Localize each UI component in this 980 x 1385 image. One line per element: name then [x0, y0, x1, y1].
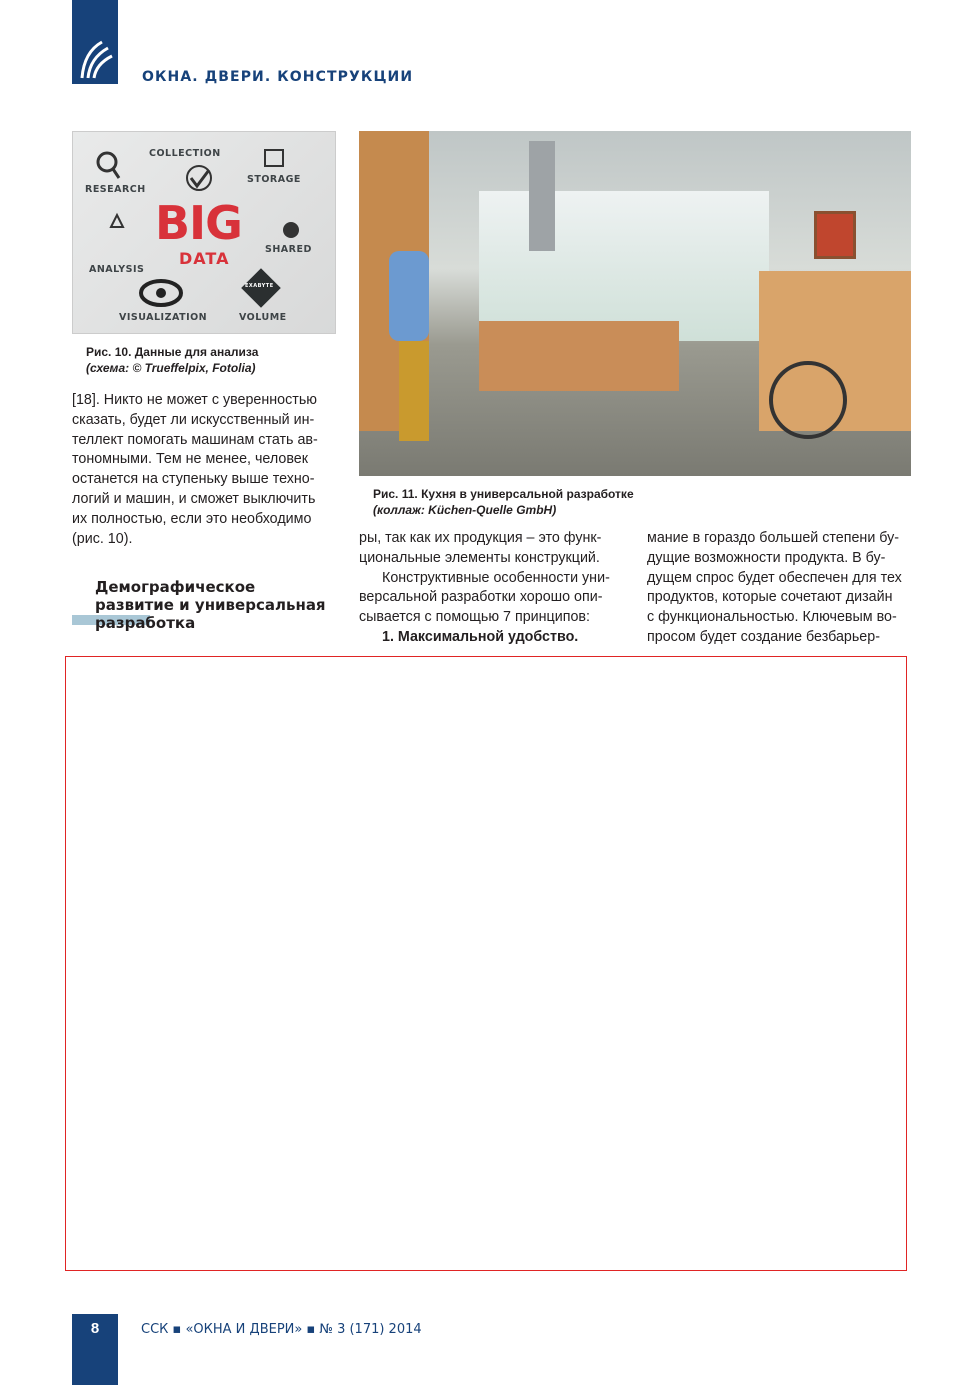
text-line: версальной разработки хорошо опи- — [359, 589, 603, 606]
label-research: RESEARCH — [85, 184, 146, 195]
figure-11-caption — [373, 486, 634, 518]
data-word: DATA — [179, 249, 230, 268]
redacted-region — [65, 656, 907, 1271]
heading-line: развитие и универсальная — [95, 596, 326, 614]
text-line: теллект помогать машинам стать ав- — [72, 431, 318, 448]
column-2-text — [359, 529, 627, 648]
text-line: циональные элементы конструкций. — [359, 549, 600, 566]
label-storage: STORAGE — [247, 174, 301, 185]
text-line: ры, так как их продукция – это функ- — [359, 530, 602, 546]
heading-line: разработка — [95, 614, 196, 632]
figure-10-caption — [86, 344, 258, 376]
text-line: [18]. Никто не может с уверенностью — [72, 392, 317, 408]
label-shared: SHARED — [265, 244, 312, 255]
section-title: ОКНА. ДВЕРИ. КОНСТРУКЦИИ — [142, 69, 414, 85]
text-line: сывается с помощью 7 принципов: — [359, 609, 590, 626]
label-collection: COLLECTION — [149, 148, 221, 159]
label-analysis: ANALYSIS — [89, 264, 145, 275]
caption-credit: (схема: © Trueffelpix, Fotolia) — [86, 361, 256, 375]
text-line: просом будет создание безбарьер- — [647, 628, 880, 645]
text-line: продуктов, которые сочетают дизайн — [647, 589, 893, 606]
text-line: Конструктивные особенности уни- — [382, 569, 610, 586]
header-logo-bar — [72, 0, 118, 84]
logo-icon — [72, 0, 118, 84]
text-line: их полностью, если это необходимо — [72, 510, 312, 527]
section-heading — [95, 578, 326, 632]
label-exabyte: EXABYTE — [245, 283, 274, 289]
text-line: дущем спрос будет обеспечен для тех — [647, 569, 902, 586]
principle-heading: 1. Максимальной удобство. — [382, 628, 579, 645]
heading-line: Демографическое — [95, 578, 256, 596]
caption-title: Рис. 11. Кухня в универсальной разработке — [373, 487, 634, 501]
publication-info: ССК ▪ «ОКНА И ДВЕРИ» ▪ № 3 (171) 2014 — [141, 1322, 422, 1337]
label-volume: VOLUME — [239, 312, 287, 323]
column-1-text — [72, 391, 338, 549]
text-line: (рис. 10). — [72, 530, 133, 547]
text-line: тономными. Тем не менее, человек — [72, 451, 308, 468]
text-line: останется на ступеньку выше техно- — [72, 471, 315, 488]
caption-title: Рис. 10. Данные для анализа — [86, 345, 259, 359]
column-3-text — [647, 529, 913, 648]
text-line: сказать, будет ли искусственный ин- — [72, 411, 315, 428]
figure-10-big-data-image — [72, 131, 336, 334]
big-word: BIG — [155, 196, 242, 250]
text-line: логий и машин, и сможет выключить — [72, 490, 316, 507]
text-line: мание в гораздо большей степени бу- — [647, 530, 900, 546]
text-line: с функциональностью. Ключевым во- — [647, 609, 897, 626]
figure-11-kitchen-photo — [359, 131, 911, 476]
label-visualization: VISUALIZATION — [119, 312, 208, 323]
text-line: дущие возможности продукта. В бу- — [647, 549, 886, 566]
caption-credit: (коллаж: Küchen-Quelle GmbH) — [373, 503, 557, 517]
page-number: 8 — [90, 1320, 100, 1337]
